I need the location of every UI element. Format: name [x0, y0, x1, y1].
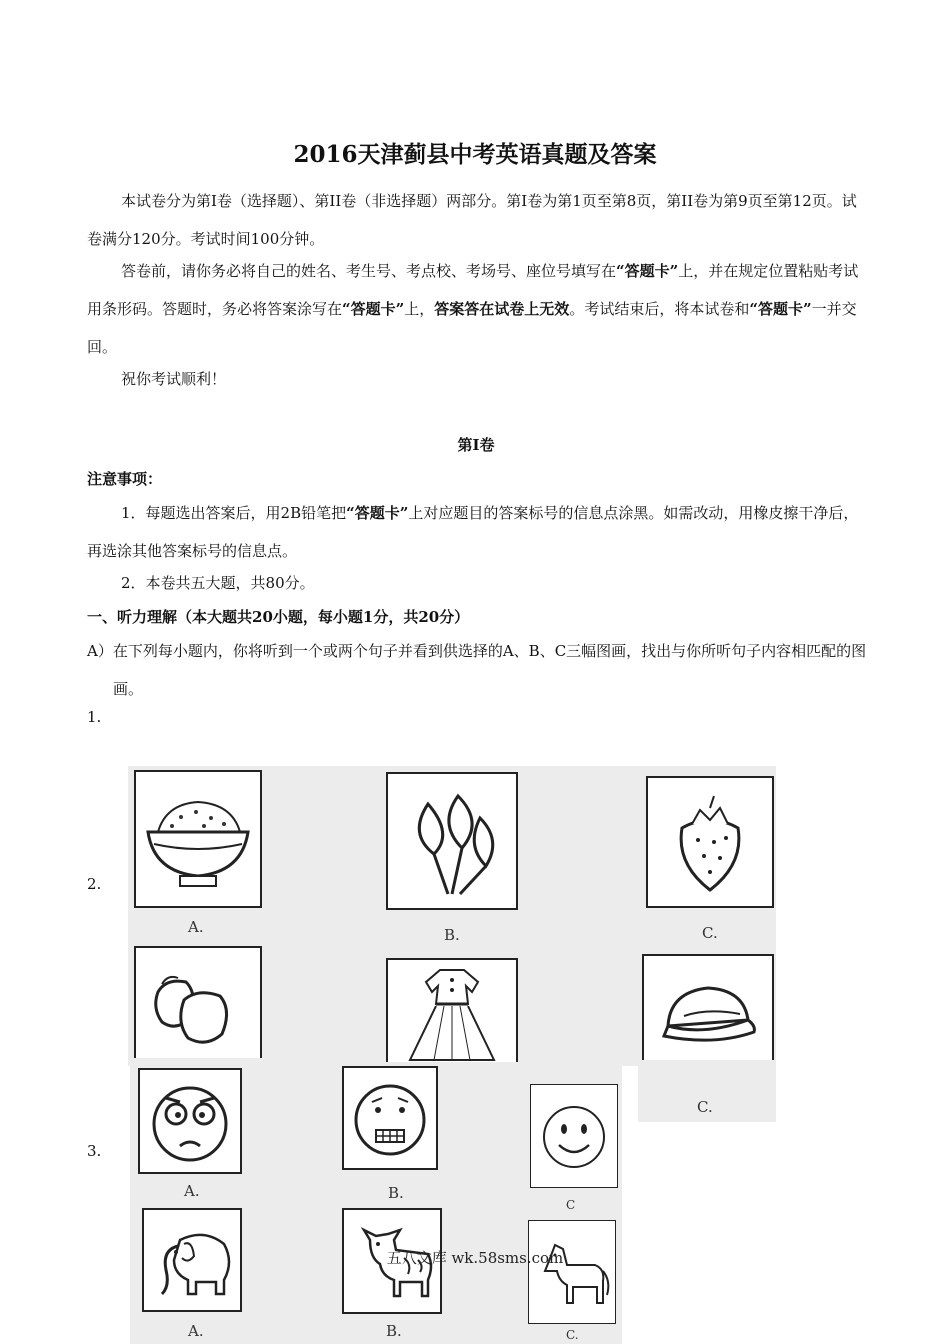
- answer-card-emphasis: “答题卡”: [342, 300, 405, 318]
- strawberry-picture: [646, 776, 774, 908]
- horse-icon: [529, 1221, 615, 1323]
- watermark: 五八文库 wk.58sms.com: [386, 1249, 564, 1267]
- option-label: B.: [386, 1322, 402, 1340]
- question-number: 3.: [87, 1142, 102, 1160]
- answer-card-emphasis: “答题卡”: [616, 262, 679, 280]
- rice-bowl-picture: [134, 770, 262, 908]
- good-luck-text: 祝你考试顺利！: [121, 370, 227, 388]
- question-number: 2.: [87, 875, 102, 893]
- cap-picture: [642, 954, 774, 1060]
- question-number: 1.: [87, 708, 102, 726]
- option-label: A.: [188, 918, 204, 936]
- note-1: [87, 494, 865, 570]
- text: 。考试结束后，将本试卷和: [569, 300, 750, 318]
- intro-paragraph-1: 本试卷分为第Ⅰ卷（选择题）、第II卷（非选择题）两部分。第Ⅰ卷为第1页至第8页，第II卷为第9页至第12页。试卷满分120分。考试时间100分钟。: [87, 192, 857, 248]
- option-label: B.: [388, 1184, 404, 1202]
- scared-face-icon: [344, 1068, 436, 1168]
- strawberry-icon: [648, 778, 772, 906]
- answer-card-emphasis: “答题卡”: [346, 504, 409, 522]
- option-label: B.: [444, 926, 460, 944]
- option-label: A.: [184, 1182, 200, 1200]
- option-label: A.: [188, 1322, 204, 1340]
- text: 答卷前，请你务必将自己的姓名、考生号、考点校、考场号、座位号填写在: [121, 262, 617, 280]
- text: 上，: [404, 300, 435, 318]
- cap-icon: [644, 956, 772, 1060]
- option-label: C.: [697, 1098, 713, 1116]
- text: 1．每题选出答案后，用2B铅笔把: [121, 504, 347, 522]
- gloves-icon: [136, 948, 260, 1058]
- worried-face-picture: [138, 1068, 242, 1174]
- invalid-answer-emphasis: 答案答在试卷上无效: [434, 300, 570, 318]
- text: 上对应题目的答案标号的信息点涂黑。如需改动，用橡皮擦干净后，再选涂其他答案标号的信息点。: [87, 504, 859, 560]
- section-heading: 一、听力理解（本大题共20小题，每小题1分，共20分）: [87, 608, 470, 626]
- option-label: C: [566, 1198, 576, 1212]
- text: 一并交回。: [87, 300, 857, 356]
- note-2: 2．本卷共五大题，共80分。: [121, 574, 315, 592]
- notes-title: 注意事项：: [87, 470, 163, 488]
- text: 上，并在规定位置粘贴考试用条形码。答题时，务必将答案涂写在: [87, 262, 859, 318]
- smiley-face-picture: [530, 1084, 618, 1188]
- intro-paragraph-2: [87, 252, 865, 366]
- spinach-icon: [388, 774, 516, 908]
- rice-bowl-icon: [136, 772, 260, 906]
- worried-face-icon: [140, 1070, 240, 1172]
- smiley-face-icon: [531, 1085, 617, 1187]
- page-title: 2016天津蓟县中考英语真题及答案: [293, 141, 657, 168]
- answer-card-emphasis: “答题卡”: [749, 300, 812, 318]
- scared-face-picture: [342, 1066, 438, 1170]
- part-heading: 第Ⅰ卷: [457, 436, 495, 454]
- option-label: C.: [702, 924, 718, 942]
- option-label: C.: [566, 1328, 579, 1342]
- dress-icon: [388, 960, 516, 1062]
- section-instruction: A）在下列每小题内，你将听到一个或两个句子并看到供选择的A、B、C三幅图画，找出与你所听句子内容相匹配的图画。: [87, 642, 867, 698]
- gloves-picture: [134, 946, 262, 1058]
- dress-picture: [386, 958, 518, 1062]
- horse-picture: [528, 1220, 616, 1324]
- spinach-picture: [386, 772, 518, 910]
